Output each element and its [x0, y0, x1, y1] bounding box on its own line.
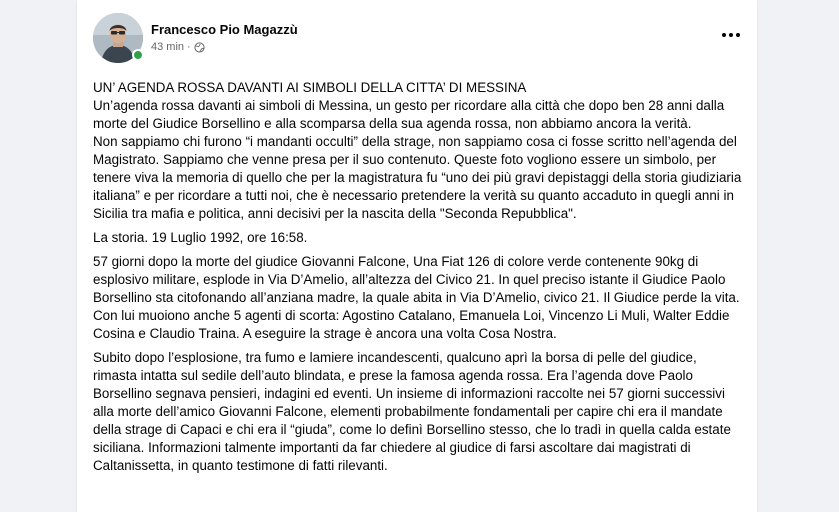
- online-status-indicator: [132, 49, 144, 61]
- post-header: [93, 13, 749, 65]
- post-card: [77, 0, 757, 512]
- post-paragraph: UN’ AGENDA ROSSA DAVANTI AI SIMBOLI DELLA CITTA’ DI MESSINA Un’agenda rossa davanti ai simboli di Messina, un gesto per ricordare alla città che dopo ben 28 anni dalla morte del Giudice Borsellino e alla scomparsa della sua agenda rossa, non abbiamo ancora la verità. Non sappiamo chi furono “i mandanti occulti” della strage, non sappiamo cosa ci fosse scritto nell’agenda del Magistrato. Sappiamo che venne presa per il suo contenuto. Queste foto vogliono essere un simbolo, per tenere viva la memoria di quello che per la magistratura fu “uno dei più gravi depistaggi della storia giudiziaria italiana” e per ricordare a tutti noi, che è necessario pretendere la verità su quanto accaduto in quegli anni in Sicilia tra mafia e politica, anni decisivi per la nascita della "Seconda Repubblica".: [93, 80, 742, 221]
- meta-separator: ·: [187, 41, 191, 53]
- author-name[interactable]: Francesco Pio Magazzù: [151, 22, 298, 37]
- author-avatar-wrapper[interactable]: [93, 13, 143, 63]
- post-paragraph: La storia. 19 Luglio 1992, ore 16:58.: [93, 230, 308, 245]
- more-dot: [729, 33, 733, 37]
- post-body: [93, 79, 743, 481]
- more-dot: [736, 33, 740, 37]
- more-horizontal-icon[interactable]: [717, 23, 745, 47]
- globe-icon[interactable]: [194, 42, 205, 53]
- post-time[interactable]: 43 min: [151, 41, 185, 53]
- more-dot: [722, 33, 726, 37]
- post-paragraph: 57 giorni dopo la morte del giudice Giovanni Falcone, Una Fiat 126 di colore verde contenente 90kg di esplosivo militare, esplode in Via D’Amelio, all’altezza del Civico 21. In quel preciso istante il Giudice Paolo Borsellino sta citofonando all’anziana madre, la quale abita in Via D’Amelio, civico 21. Il Giudice perde la vita. Con lui muoiono anche 5 agenti di scorta: Agostino Catalano, Emanuela Loi, Vincenzo Li Muli, Walter Eddie Cosina e Claudio Traina. A eseguire la strage è ancora una volta Cosa Nostra.: [93, 254, 740, 341]
- post-paragraph: Subito dopo l’esplosione, tra fumo e lamiere incandescenti, qualcuno aprì la borsa di pelle del giudice, rimasta intatta sul sedile dell’auto blindata, e prese la famosa agenda rossa. Era l’agenda dove Paolo Borsellino segnava pensieri, indagini ed eventi. Un insieme di informazioni raccolte nei 57 giorni successivi alla morte dell’amico Giovanni Falcone, elementi probabilmente fondamentali per capire chi era il mandate della strage di Capaci e chi era il “giuda”, come lo definì Borsellino stesso, che lo tradì in quella calda estate siciliana. Informazioni talmente importanti da far chiedere al giudice di farsi ascoltare dai magistrati di Caltanissetta, in quanto testimone di fatti rilevanti.: [93, 350, 731, 473]
- post-meta: [151, 41, 205, 53]
